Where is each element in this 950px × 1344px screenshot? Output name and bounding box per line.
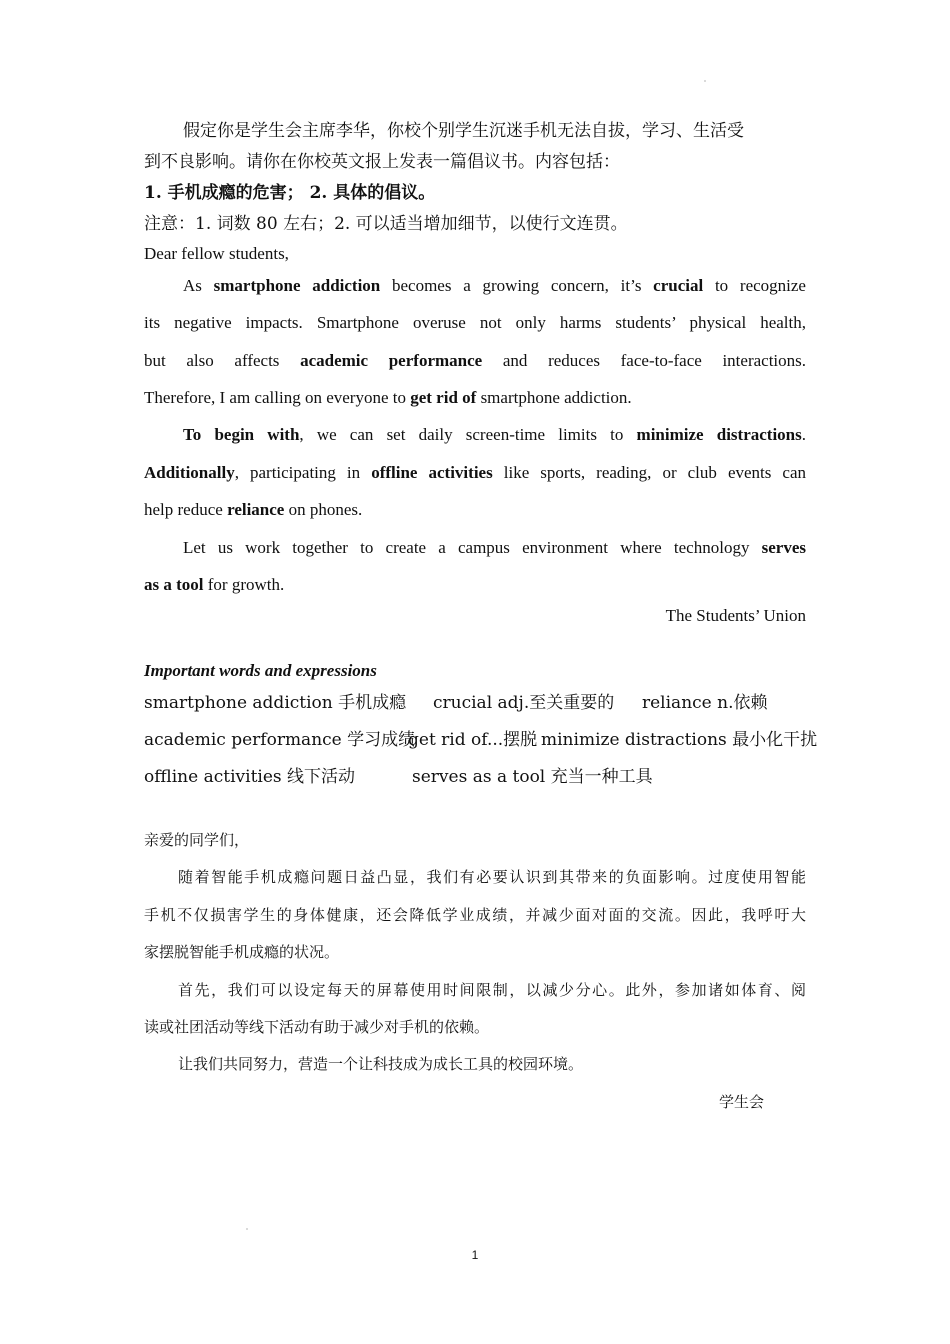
vocab-item: serves as a tool 充当一种工具: [412, 767, 653, 787]
vocab-item: crucial adj.至关重要的: [433, 693, 615, 713]
letter-p2-line2: Additionally, participating in offline activities like sports, reading, or club events can: [144, 463, 807, 482]
translation-signature: 学生会: [718, 1093, 764, 1111]
page-number: 1: [471, 1248, 479, 1262]
scan-dot: [704, 80, 706, 82]
task-paragraph-line1: 假定你是学生会主席李华，你校个别学生沉迷手机无法自拔，学习、生活受: [183, 121, 744, 141]
vocab-item: academic performance 学习成绩: [144, 730, 416, 750]
letter-greeting: Dear fellow students,: [144, 244, 289, 263]
translation-p2-line2: 读或社团活动等线下活动有助于减少对手机的依赖。: [144, 1018, 490, 1036]
letter-p1-line1: As smartphone addiction becomes a growing concern, it’s crucial to recognize: [183, 276, 806, 295]
task-paragraph-line2: 到不良影响。请你在你校英文报上发表一篇倡议书。内容包括：: [144, 152, 620, 172]
vocab-item: reliance n.依赖: [642, 693, 768, 713]
letter-signature: The Students’ Union: [665, 606, 806, 625]
translation-p2-line1: 首先，我们可以设定每天的屏幕使用时间限制，以减少分心。此外，参加诸如体育、阅: [178, 981, 806, 999]
translation-p1-line3: 家摆脱智能手机成瘾的状况。: [144, 943, 340, 961]
task-note: 注意：1. 词数 80 左右；2. 可以适当增加细节，以使行文连贯。: [144, 214, 628, 234]
vocab-heading: Important words and expressions: [144, 661, 377, 680]
letter-p3-line2: as a tool for growth.: [144, 575, 285, 594]
translation-greeting: 亲爱的同学们，: [144, 831, 250, 849]
letter-p3-line1: Let us work together to create a campus environment where technology serves: [183, 538, 806, 557]
vocab-item: minimize distractions 最小化干扰: [541, 730, 818, 750]
vocab-item: get rid of...摆脱: [408, 730, 538, 750]
letter-p2-line3: help reduce reliance on phones.: [144, 500, 363, 519]
task-points: 1. 手机成瘾的危害； 2. 具体的倡议。: [144, 183, 436, 203]
letter-p1-line3: but also affects academic performance and reduces face-to-face interactions.: [144, 351, 807, 370]
scan-dot: [246, 1228, 248, 1230]
letter-p1-line4: Therefore, I am calling on everyone to get rid of smartphone addiction.: [144, 388, 632, 407]
translation-p1-line2: 手机不仅损害学生的身体健康，还会降低学业成绩，并减少面对面的交流。因此，我呼吁大: [144, 906, 806, 924]
vocab-item: offline activities 线下活动: [144, 767, 356, 787]
vocab-item: smartphone addiction 手机成瘾: [144, 693, 407, 713]
letter-p2-line1: To begin with, we can set daily screen-time limits to minimize distractions.: [183, 425, 806, 444]
translation-p1-line1: 随着智能手机成瘾问题日益凸显，我们有必要认识到其带来的负面影响。过度使用智能: [178, 868, 806, 886]
letter-p1-line2: its negative impacts. Smartphone overuse not only harms students’ physical health,: [144, 313, 806, 332]
translation-p3-line1: 让我们共同努力，营造一个让科技成为成长工具的校园环境。: [178, 1055, 584, 1073]
